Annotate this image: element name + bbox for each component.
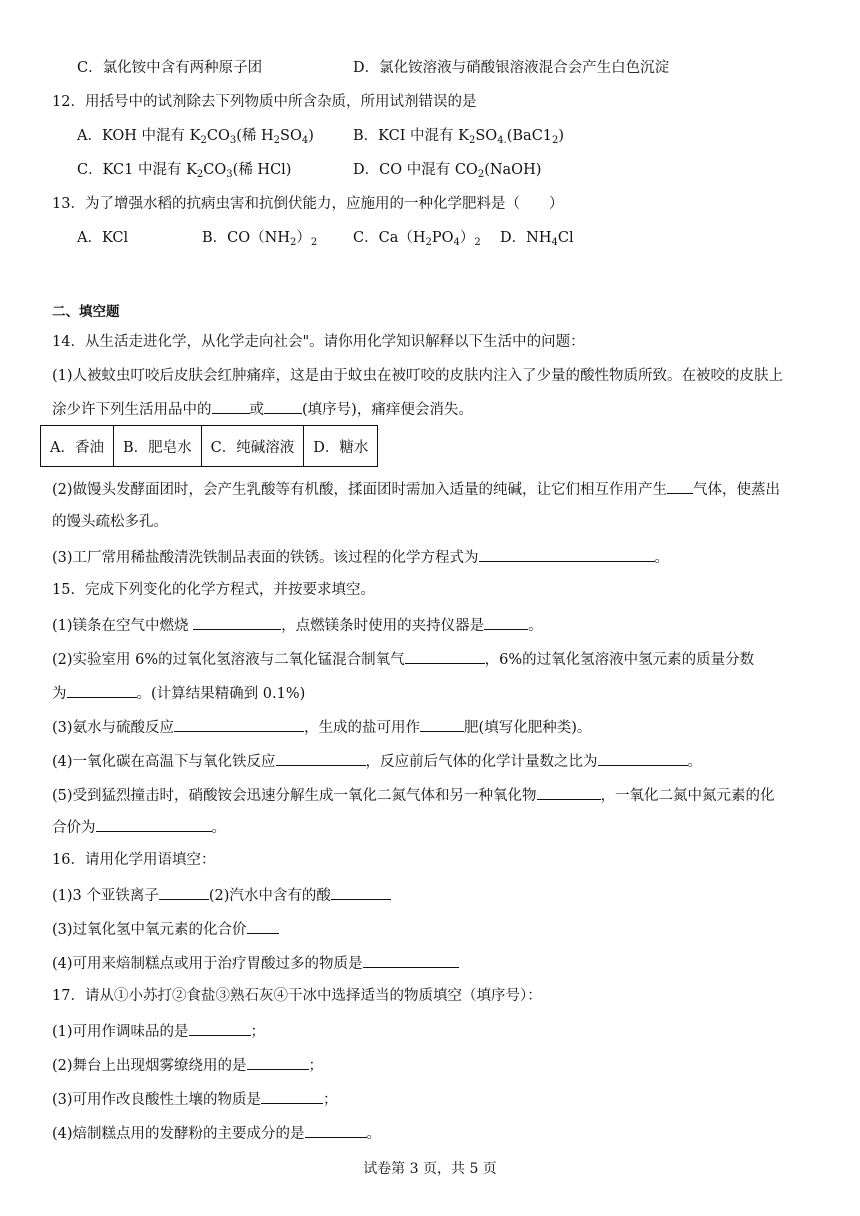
q15-part5-line2: 合价为 。 [52,816,226,838]
q14-stem: 14．从生活走进化学，从化学走向社会"。请你用化学知识解释以下生活中的问题： [52,334,585,350]
q15-part4: (4)一氧化碳在高温下与氧化铁反应 ，反应前后气体的化学计量数之比为 。 [52,750,702,772]
answer-blank[interactable] [189,1020,251,1036]
answer-blank[interactable] [537,784,601,800]
q16-stem: 16．请用化学用语填空： [52,852,216,868]
answer-blank[interactable] [67,682,137,698]
option-cell: A．香油 [41,426,114,467]
answer-blank[interactable] [212,398,250,414]
answer-blank[interactable] [247,1054,309,1070]
answer-blank[interactable] [193,614,281,630]
answer-blank[interactable] [667,478,693,494]
q15-part2-line1: (2)实验室用 6%的过氧化氢溶液与二氧化锰混合制氧气 ，6%的过氧化氢溶液中氢元素的质量分数 [52,648,754,670]
q16-parts-1-2: (1)3 个亚铁离子 (2)汽水中含有的酸 [52,884,391,906]
option-cell: C．纯碱溶液 [201,426,304,467]
q12-option-c: C．KC1 中混有 $K_2CO_3$(稀 HCl) [77,162,292,180]
answer-blank[interactable] [159,884,209,900]
q15-part2-line2: 为 。(计算结果精确到 0.1%) [52,682,305,704]
q12-option-a: A．KOH 中混有 $K_2CO_3$(稀 $H_2SO_4$) [77,128,314,146]
answer-blank[interactable] [331,884,391,900]
q14-options-table [40,425,378,467]
q15-part5-line1: (5)受到猛烈撞击时，硝酸铵会迅速分解生成一氧化二氮气体和另一种氧化物 ，一氧化二氮中氮元素的化 [52,784,775,806]
answer-blank[interactable] [96,816,212,832]
q15-part3: (3)氨水与硫酸反应 ，生成的盐可用作 肥(填写化肥种类)。 [52,716,591,738]
answer-blank[interactable] [247,918,279,934]
q12-option-b: B．KCI 中混有 $K_2SO_{4.}(BaC1_2)$ [353,128,565,146]
q17-part3: (3)可用作改良酸性土壤的物质是 ； [52,1088,338,1110]
q13-option-a: A．KCl [77,230,129,246]
answer-blank[interactable] [174,716,304,732]
q14-part1-line2: 涂少许下列生活用品中的 或 (填序号)，痛痒便会消失。 [52,398,473,420]
answer-blank[interactable] [598,750,688,766]
q13-option-d: D．$NH_4Cl$ [500,230,574,248]
q14-part2-line2: 的馒头疏松多孔。 [52,514,168,530]
q11-option-d: D．氯化铵溶液与硝酸银溶液混合会产生白色沉淀 [353,60,670,76]
option-cell: D．糖水 [304,426,378,467]
q14-part3: (3)工厂常用稀盐酸清洗铁制品表面的铁锈。该过程的化学方程式为 。 [52,546,669,568]
q13-option-b: B．$CO(NH_2)_2$ [202,230,318,248]
q17-part4: (4)焙制糕点用的发酵粉的主要成分的是 。 [52,1122,381,1144]
section-title: 二、填空题 [52,304,120,320]
option-cell: B．肥皂水 [113,426,201,467]
q12-stem: 12．用括号中的试剂除去下列物质中所含杂质，所用试剂错误的是 [52,94,477,110]
answer-blank[interactable] [405,648,485,664]
answer-blank[interactable] [420,716,464,732]
page-footer: 试卷第 3 页，共 5 页 [363,1161,497,1177]
q13-stem: 13．为了增强水稻的抗病虫害和抗倒伏能力，应施用的一种化学肥料是（ ） [52,196,564,212]
q15-part1: (1)镁条在空气中燃烧 ，点燃镁条时使用的夹持仪器是 。 [52,614,543,636]
q12-option-d: D．CO 中混有 $CO_2(NaOH)$ [353,162,542,180]
q17-part1: (1)可用作调味品的是 ； [52,1020,265,1042]
answer-blank[interactable] [484,614,528,630]
answer-blank[interactable] [305,1122,367,1138]
q16-part4: (4)可用来焙制糕点或用于治疗胃酸过多的物质是 [52,952,459,974]
q14-part1-line1: (1)人被蚊虫叮咬后皮肤会红肿痛痒，这是由于蚊虫在被叮咬的皮肤内注入了少量的酸性物质所致。在被咬的皮肤上 [52,368,784,384]
q13-option-c: C．$Ca(H_2PO_4)_2$ [353,230,481,248]
q17-part2: (2)舞台上出现烟雾缭绕用的是 ； [52,1054,323,1076]
q16-part3: (3)过氧化氢中氧元素的化合价 [52,918,279,940]
answer-blank[interactable] [276,750,366,766]
q11-option-c: C．氯化铵中含有两种原子团 [77,60,263,76]
answer-blank[interactable] [363,952,459,968]
q15-stem: 15．完成下列变化的化学方程式，并按要求填空。 [52,582,375,598]
answer-blank[interactable] [479,546,655,562]
answer-blank[interactable] [264,398,302,414]
q14-part2-line1: (2)做馒头发酵面团时，会产生乳酸等有机酸，揉面团时需加入适量的纯碱，让它们相互作用产生 气体，使蒸出 [52,478,780,500]
q17-stem: 17．请从①小苏打②食盐③熟石灰④干冰中选择适当的物质填空（填序号）： [52,988,542,1004]
answer-blank[interactable] [261,1088,323,1104]
